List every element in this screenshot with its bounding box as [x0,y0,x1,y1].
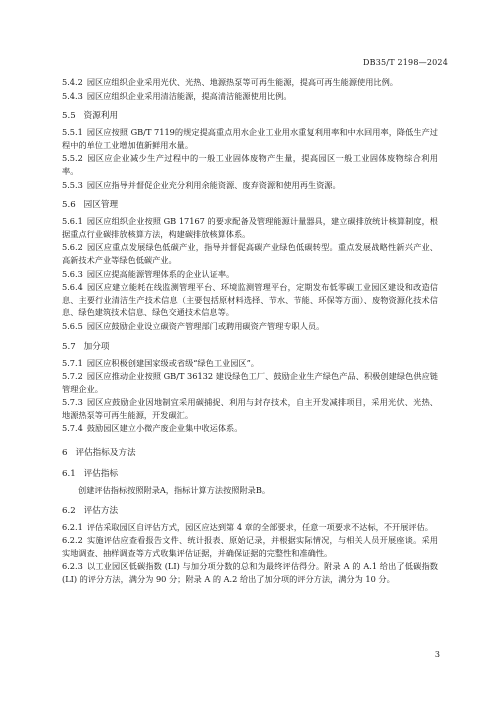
clause-5-6-4 [62,281,438,319]
section-heading-6-1 [62,468,438,481]
heading-number: 5.7 [62,341,76,352]
clause-text: 园区应提高能源管理体系的企业认证率。 [86,268,235,279]
chapter-heading-6 [62,447,438,460]
clause-number: 5.5.1 [62,127,83,138]
clause-5-5-2 [62,152,438,177]
clause-number: 5.6.3 [62,268,83,279]
clause-5-6-3 [62,268,438,281]
heading-number: 6.2 [62,505,76,516]
clause-text: 园区应建立能耗在线监测管理平台、环境监测管理平台，定期发布低零碳工业园区建设和改造信息、主要行业清洁生产技术信息（主要包括原材料选择、节水、节能、环保等方面）、废物资源化技术信息、绿色建筑技术信息、绿色交通技术信息等。 [62,282,438,318]
clause-text: 以工业园区低碳指数 (LI) 与加分项分数的总和为最终评估得分。附录 A 的 A.1 给出了低碳指数 (LI) 的评分方法，满分为 90 分；附录 A 的 A.2 给出了加分项的评分方法，满分为 10 分。 [62,561,438,585]
clause-text: 园区应鼓励企业设立碳资产管理部门或聘用碳资产管理专职人员。 [86,320,325,331]
heading-text: 评估指标及方法 [75,448,136,459]
clause-text: 实施评估应查看报告文件、统计报表、原始记录，并根据实际情况，与相关人员开展座谈。采用实地调查、抽样调查等方式收集评估证据，并确保证据的完整性和准确性。 [62,535,438,558]
clause-number: 5.6.5 [62,320,83,331]
clause-text: 园区应按照 GB/T 7119的规定提高重点用水企业工业用水重复利用率和中水回用率，降低生产过程中的单位工业增加值新鲜用水量。 [62,127,438,150]
clause-text: 园区应积极创建国家级或省级“绿色工业园区”。 [86,357,259,368]
clause-5-6-2 [62,241,438,266]
section-heading-6-2 [62,505,438,518]
clause-text: 鼓励园区建立小微产废企业集中收运体系。 [86,423,243,434]
clause-5-5-3 [62,179,438,192]
clause-number: 6.2.2 [62,535,83,546]
section-heading-5-6 [62,199,438,212]
clause-number: 5.6.4 [62,282,83,293]
clause-5-7-2 [62,370,438,395]
clause-number: 5.4.3 [62,90,83,101]
heading-number: 5.6 [62,200,76,211]
clause-6-2-2 [62,534,438,559]
heading-text: 评估指标 [83,469,119,480]
paragraph-6-1 [62,484,438,497]
document-body [62,76,438,587]
clause-number: 5.7.4 [62,423,83,434]
clause-5-5-1 [62,126,438,151]
clause-5-7-4 [62,422,438,435]
section-heading-5-5 [62,110,438,123]
clause-text: 园区应组织企业采用光伏、光热、地源热泵等可再生能源，提高可再生能源使用比例。 [86,77,398,87]
heading-number: 5.5 [62,111,76,122]
clause-text: 园区应指导并督促企业充分利用余能资源、废弃资源和使用再生资源。 [86,179,341,190]
clause-text: 园区应重点发展绿色低碳产业，指导并督促高碳产业绿色低碳转型。重点发展战略性新兴产业、高新技术产业等绿色低碳产业。 [62,242,438,265]
clause-5-6-1 [62,215,438,240]
heading-text: 加分项 [83,341,110,352]
clause-number: 5.4.2 [62,77,83,87]
clause-number: 5.6.1 [62,216,83,227]
clause-number: 5.7.1 [62,357,83,368]
clause-5-4-3 [62,90,438,103]
heading-number: 6 [62,448,68,459]
clause-text: 评估采取园区自评估方式，园区应达到第 4 章的全部要求，任意一项要求不达标，不开展评估。 [86,521,433,532]
clause-text: 园区应推动企业按照 GB/T 36132 建设绿色工厂、鼓励企业生产绿色产品、积极创建绿色供应链管理企业。 [62,371,438,394]
clause-5-7-1 [62,357,438,370]
heading-number: 6.1 [62,469,76,480]
clause-number: 6.2.3 [62,561,83,572]
heading-text: 资源利用 [83,111,119,122]
clause-text: 园区应企业减少生产过程中的一般工业固体废物产生量，提高园区一般工业固体废物综合利用率。 [62,153,438,176]
clause-6-2-3 [62,560,438,585]
heading-text: 评估方法 [83,505,119,516]
page-number: 3 [434,650,440,659]
heading-text: 园区管理 [83,200,119,211]
clause-number: 5.7.2 [62,371,83,382]
section-heading-5-7 [62,341,438,354]
clause-text: 园区应鼓励企业因地制宜采用碳捕捉、利用与封存技术，自主开发减排项目，采用光伏、光热、地源热泵等可再生能源，开发碳汇。 [62,397,438,420]
clause-number: 5.5.2 [62,153,83,164]
clause-text: 园区应组织企业采用清洁能源，提高清洁能源使用比例。 [86,90,292,101]
clause-5-7-3 [62,396,438,421]
clause-5-6-5 [62,320,438,333]
clause-number: 5.7.3 [62,397,83,408]
clause-6-2-1 [62,521,438,534]
clause-text: 园区应组织企业按照 GB 17167 的要求配备及管理能源计量器具，建立碳排放统计核算制度，根据重点行业碳排放核算方法，构建碳排放核算体系。 [62,216,438,239]
standard-code: DB35/T 2198—2024 [363,58,448,67]
clause-number: 5.6.2 [62,242,83,253]
clause-number: 6.2.1 [62,521,83,532]
clause-number: 5.5.3 [62,179,83,190]
paragraph-text: 创建评估指标按照附录A，指标计算方法按照附录B。 [78,485,271,496]
clause-5-4-2 [62,76,438,89]
